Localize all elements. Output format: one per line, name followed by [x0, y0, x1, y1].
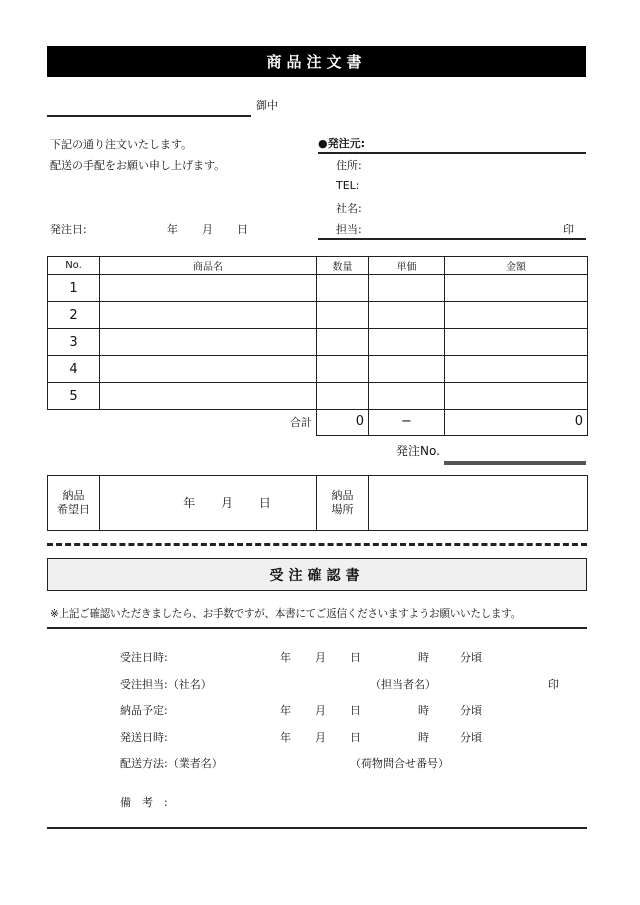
- delivery-place-label: [317, 476, 369, 531]
- header-unit-price: 単価: [369, 257, 445, 275]
- sender-address-label: 住所:: [336, 159, 362, 172]
- delivery-table: [47, 475, 588, 531]
- sender-heading: ●発注元:: [318, 137, 365, 150]
- total-quantity: 0: [317, 408, 369, 435]
- desired-date-label-1: 納品: [62, 489, 85, 502]
- amount-cell[interactable]: [445, 383, 588, 410]
- product-name-cell[interactable]: [100, 356, 317, 383]
- sender-seal: 印: [563, 223, 574, 236]
- row-no: 1: [48, 275, 100, 302]
- order-no-line[interactable]: [444, 461, 586, 465]
- amount-cell[interactable]: [445, 329, 588, 356]
- delivery-plan-label: 納品予定:: [120, 704, 168, 717]
- sender-heading-underline: [318, 152, 586, 154]
- items-table: [47, 256, 588, 410]
- product-name-cell[interactable]: [100, 329, 317, 356]
- row-no: 5: [48, 383, 100, 410]
- received-month: 月: [315, 651, 326, 664]
- items-table-header: [48, 257, 588, 275]
- order-date-month: 月: [202, 223, 213, 236]
- ship-hour: 時: [418, 731, 429, 744]
- tracking-label: （荷物問合せ番号）: [350, 757, 449, 770]
- desired-date-year: 年: [183, 496, 196, 510]
- quantity-cell[interactable]: [317, 383, 369, 410]
- ship-minute: 分頃: [460, 731, 482, 744]
- addressee-suffix: 御中: [256, 99, 278, 112]
- product-name-cell[interactable]: [100, 275, 317, 302]
- table-row: [48, 302, 588, 329]
- delivery-place-field[interactable]: [369, 476, 588, 531]
- delivery-plan-month: 月: [315, 704, 326, 717]
- desired-date-field[interactable]: [100, 476, 317, 531]
- delivery-place-label-2: 場所: [331, 503, 354, 516]
- header-quantity: 数量: [317, 257, 369, 275]
- ship-year: 年: [280, 731, 291, 744]
- table-row: [48, 275, 588, 302]
- order-date-day: 日: [237, 223, 248, 236]
- header-product-name: 商品名: [100, 257, 317, 275]
- delivery-plan-year: 年: [280, 704, 291, 717]
- confirmation-note-underline: [47, 627, 587, 629]
- desired-date-day: 日: [258, 496, 271, 510]
- order-date-year: 年: [167, 223, 178, 236]
- product-name-cell[interactable]: [100, 383, 317, 410]
- received-day: 日: [350, 651, 361, 664]
- delivery-plan-day: 日: [350, 704, 361, 717]
- addressee-field-line[interactable]: [47, 115, 251, 117]
- delivery-plan-minute: 分頃: [460, 704, 482, 717]
- sender-tel-label: TEL:: [336, 179, 360, 192]
- received-year: 年: [280, 651, 291, 664]
- unit-price-cell[interactable]: [369, 302, 445, 329]
- amount-cell[interactable]: [445, 275, 588, 302]
- unit-price-cell[interactable]: [369, 329, 445, 356]
- row-no: 4: [48, 356, 100, 383]
- staff-seal: 印: [548, 678, 559, 691]
- staff-label: 受注担当:（社名）: [120, 678, 212, 691]
- table-row: [48, 356, 588, 383]
- quantity-cell[interactable]: [317, 302, 369, 329]
- total-label: 合計: [290, 416, 312, 429]
- order-no-label: 発注No.: [396, 444, 440, 458]
- row-no: 3: [48, 329, 100, 356]
- desired-date-label-2: 希望日: [57, 503, 90, 516]
- order-date-label: 発注日:: [50, 223, 87, 236]
- ship-day: 日: [350, 731, 361, 744]
- header-no: No.: [48, 257, 100, 275]
- staff-person-label: （担当者名）: [370, 678, 436, 691]
- confirmation-title: 受注確認書: [47, 558, 587, 591]
- product-name-cell[interactable]: [100, 302, 317, 329]
- quantity-cell[interactable]: [317, 275, 369, 302]
- quantity-cell[interactable]: [317, 329, 369, 356]
- sender-person-label: 担当:: [336, 223, 362, 236]
- received-hour: 時: [418, 651, 429, 664]
- ship-label: 発送日時:: [120, 731, 168, 744]
- table-row: [48, 329, 588, 356]
- delivery-place-label-1: 納品: [331, 489, 354, 502]
- sender-bottom-line: [318, 238, 586, 240]
- amount-cell[interactable]: [445, 302, 588, 329]
- document-title: 商品注文書: [47, 46, 586, 77]
- method-label: 配送方法:（業者名）: [120, 757, 223, 770]
- total-amount: 0: [445, 408, 588, 435]
- desired-date-month: 月: [220, 496, 233, 510]
- delivery-plan-hour: 時: [418, 704, 429, 717]
- intro-line-2: 配送の手配をお願い申し上げます。: [50, 159, 226, 172]
- ship-month: 月: [315, 731, 326, 744]
- quantity-cell[interactable]: [317, 356, 369, 383]
- cut-line-divider: [47, 543, 587, 546]
- totals-table: [316, 408, 588, 436]
- received-label: 受注日時:: [120, 651, 168, 664]
- sender-company-label: 社名:: [336, 202, 362, 215]
- row-no: 2: [48, 302, 100, 329]
- unit-price-cell[interactable]: [369, 356, 445, 383]
- confirmation-note: ※上記ご確認いただきましたら、お手数ですが、本書にてご返信くださいますようお願いいたします。: [50, 608, 521, 620]
- desired-date-label: [48, 476, 100, 531]
- delivery-row: [48, 476, 588, 531]
- header-amount: 金額: [445, 257, 588, 275]
- remarks-underline: [47, 827, 587, 829]
- total-unit-price: −: [369, 408, 445, 435]
- unit-price-cell[interactable]: [369, 383, 445, 410]
- table-row: [48, 383, 588, 410]
- remarks-label: 備 考 :: [120, 796, 168, 809]
- intro-line-1: 下記の通り注文いたします。: [50, 138, 193, 151]
- received-minute: 分頃: [460, 651, 482, 664]
- unit-price-cell[interactable]: [369, 275, 445, 302]
- amount-cell[interactable]: [445, 356, 588, 383]
- totals-row: [317, 408, 588, 435]
